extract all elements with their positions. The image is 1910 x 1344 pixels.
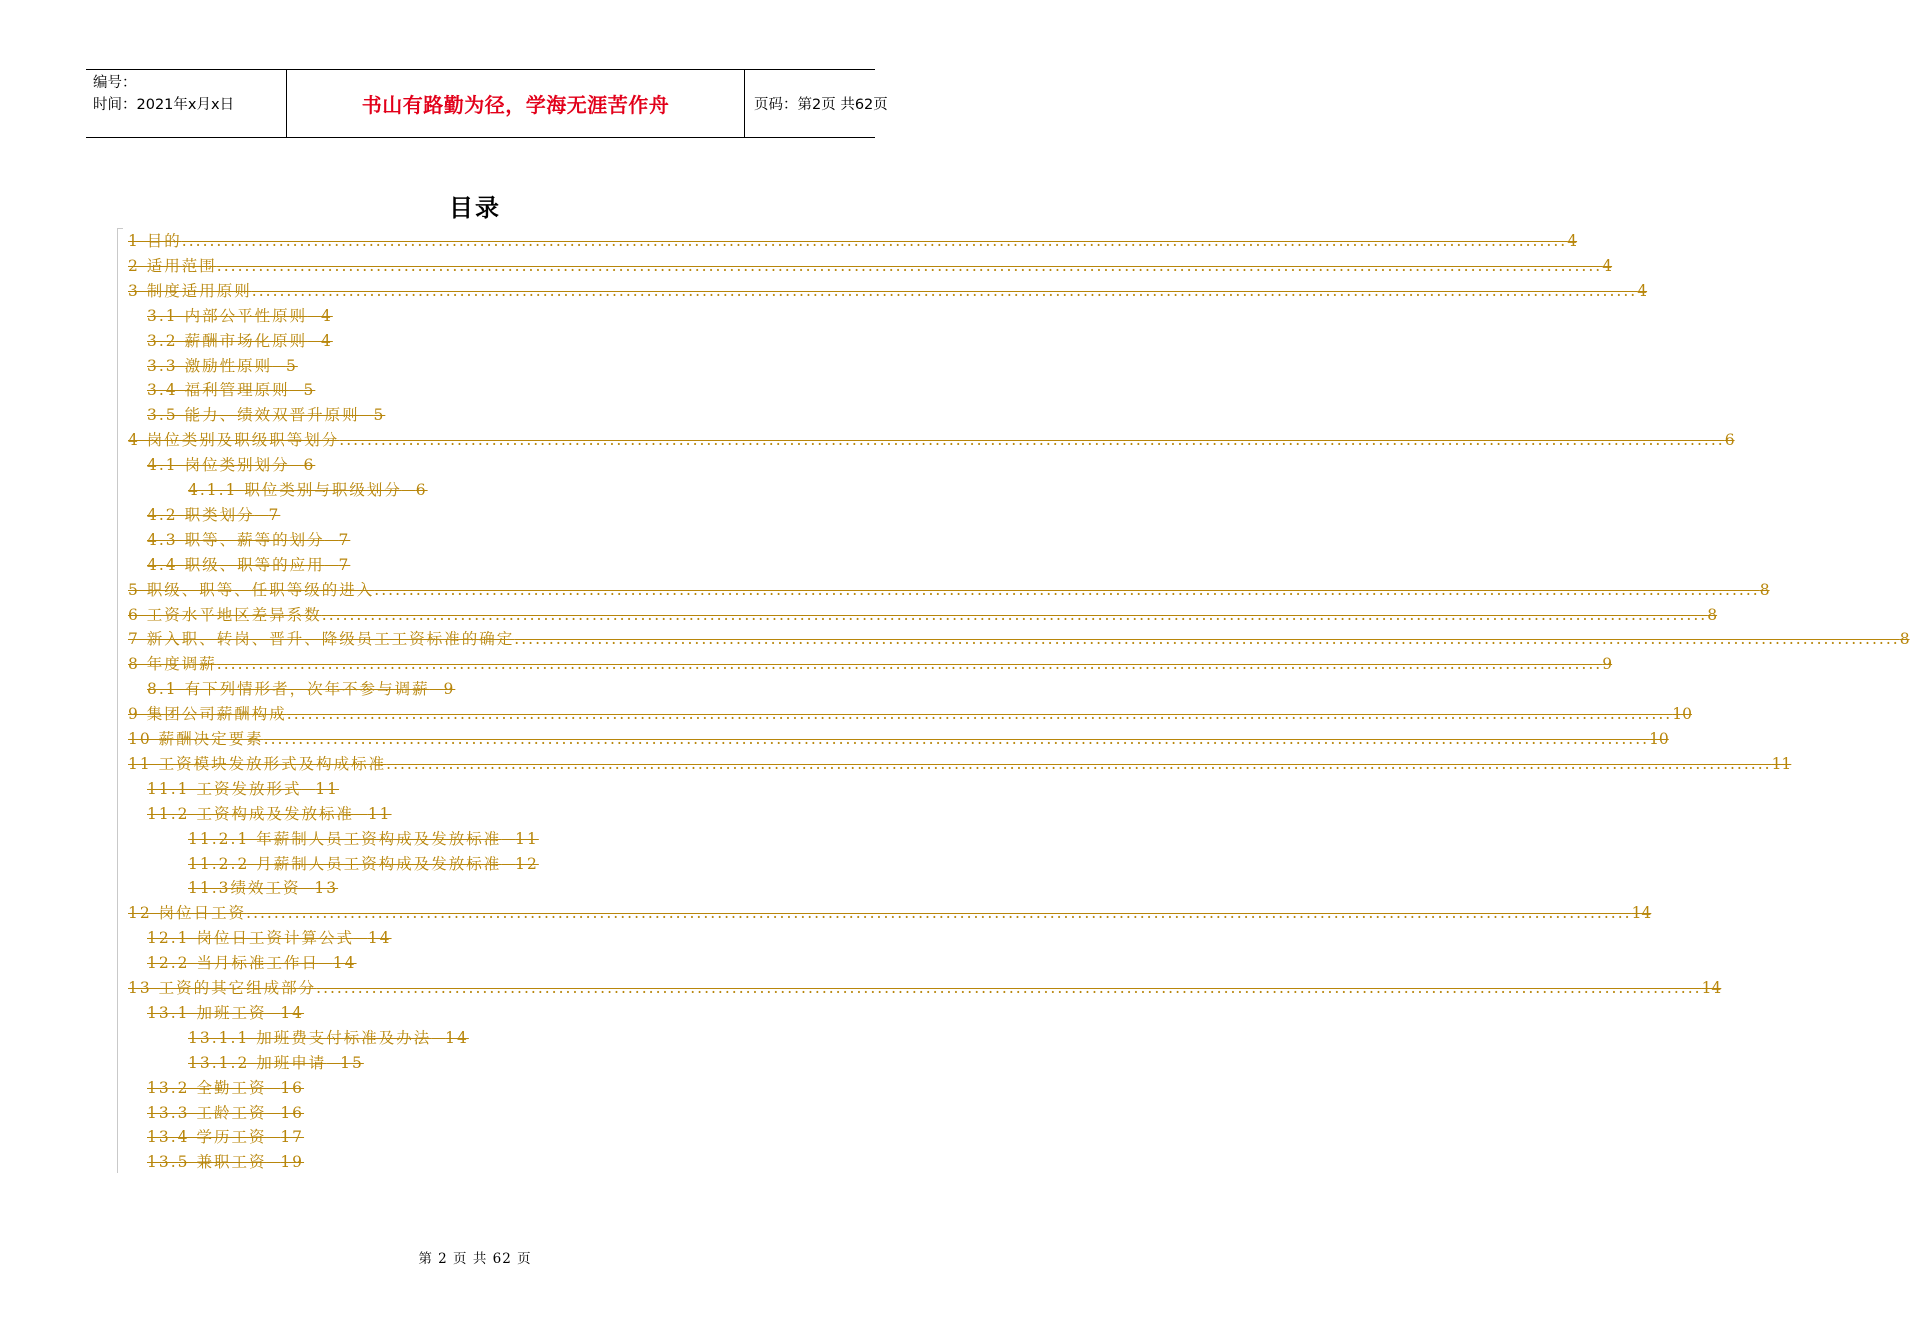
toc-entry-page: 14 — [367, 929, 392, 948]
toc-entry-gap — [430, 680, 444, 698]
toc-entry[interactable] — [128, 753, 1792, 775]
toc-entry-label: 11.1 工资发放形式 — [147, 779, 302, 798]
toc-entry[interactable] — [147, 504, 280, 526]
toc-entry-page: 7 — [338, 530, 351, 549]
toc-entry-page: 14 — [445, 1028, 469, 1047]
toc-entry[interactable] — [147, 404, 385, 426]
toc-entry-gap — [290, 381, 304, 399]
toc-entry[interactable] — [188, 828, 539, 850]
toc-entry-label: 11.2 工资构成及发放标准 — [147, 804, 354, 823]
toc-entry[interactable] — [147, 1126, 304, 1148]
toc-entry[interactable] — [128, 703, 1692, 725]
page-header — [86, 69, 888, 138]
toc-entry-page: 14 — [332, 954, 357, 973]
toc-leader-dots: ........................................................................................................................................................................................................ — [181, 232, 1568, 250]
toc-entry[interactable] — [147, 952, 357, 974]
toc-entry-page: 6 — [1724, 431, 1735, 450]
toc-entry[interactable] — [128, 653, 1613, 675]
toc-entry-gap — [266, 1004, 280, 1022]
toc-entry-label: 3.2 薪酬市场化原则 — [147, 331, 308, 350]
toc-entry-gap — [325, 531, 339, 549]
toc-entry[interactable] — [147, 529, 350, 551]
toc-entry-gap — [301, 879, 315, 897]
toc-entry[interactable] — [128, 579, 1770, 601]
toc-leader-dots: ........................................................................................................................................................................................................ — [321, 605, 1708, 624]
toc-entry-label: 3.1 内部公平性原则 — [147, 306, 308, 325]
toc-entry-page: 4 — [320, 306, 333, 325]
toc-leader-dots: ........................................................................................................................................................................................................ — [251, 281, 1638, 300]
toc-entry-label: 6 工资水平地区差异系数 — [128, 605, 322, 624]
toc-entry[interactable] — [128, 728, 1669, 750]
toc-entry[interactable] — [147, 678, 455, 700]
toc-leader-dots: ........................................................................................................................................................................................................ — [246, 904, 1632, 923]
toc-entry-page: 8 — [1759, 580, 1770, 599]
toc-entry-label: 13.1.1 加班费支付标准及办法 — [188, 1028, 432, 1047]
toc-entry[interactable] — [128, 628, 1910, 650]
toc-entry-page: 8 — [1707, 605, 1718, 624]
toc-entry-gap — [307, 307, 321, 325]
toc-entry-label: 13.2 全勤工资 — [147, 1078, 267, 1097]
toc-entry-label: 13.3 工龄工资 — [147, 1103, 267, 1122]
toc-entry-page: 10 — [1649, 730, 1669, 748]
toc-entry[interactable] — [147, 927, 392, 949]
toc-entry-label: 13.1.2 加班申请 — [188, 1053, 327, 1072]
toc-entry-label: 11.2.2 月薪制人员工资构成及发放标准 — [188, 854, 502, 873]
toc-entry-page: 6 — [415, 481, 428, 499]
toc-entry-label: 1 目的 — [128, 232, 182, 250]
toc-entry-gap — [319, 954, 333, 972]
toc-entry-page: 5 — [373, 406, 386, 425]
toc-entry-label: 10 薪酬决定要素 — [128, 730, 264, 748]
toc-entry-label: 4.2 职类划分 — [147, 505, 255, 524]
toc-entry-label: 3.5 能力、绩效双晋升原则 — [147, 406, 360, 425]
page-footer: 第 2 页 共 62 页 — [418, 1251, 532, 1267]
toc-entry[interactable] — [147, 379, 315, 401]
toc-entry-label: 11 工资模块发放形式及构成标准 — [128, 754, 387, 773]
toc-entry[interactable] — [128, 230, 1578, 252]
toc-leader-dots: ........................................................................................................................................................................................................ — [386, 754, 1772, 773]
toc-entry-page: 8 — [1899, 630, 1910, 649]
toc-entry-page: 11 — [315, 779, 340, 798]
toc-entry-page: 9 — [1602, 655, 1613, 674]
toc-entry-page: 13 — [314, 879, 339, 898]
toc-entry-gap — [354, 929, 368, 947]
toc-entry-gap — [501, 855, 515, 873]
toc-entry-label: 8 年度调薪 — [128, 655, 217, 674]
toc-entry-label: 11.2.1 年薪制人员工资构成及发放标准 — [188, 829, 502, 848]
toc-entry-page: 10 — [1672, 705, 1692, 724]
toc-entry[interactable] — [147, 1151, 304, 1173]
toc-entry-label: 13 工资的其它组成部分 — [128, 979, 317, 997]
toc-entry-label: 4.4 职级、职等的应用 — [147, 555, 325, 574]
toc-entry-label: 4.3 职等、薪等的划分 — [147, 530, 325, 549]
toc-entry[interactable] — [128, 977, 1722, 999]
toc-entry-page: 4 — [1602, 256, 1613, 275]
toc-entry-page: 17 — [280, 1128, 305, 1147]
toc-leader-dots: ........................................................................................................................................................................................................ — [263, 730, 1650, 748]
toc-entry-label: 12.1 岗位日工资计算公式 — [147, 929, 354, 948]
toc-entry-page: 7 — [268, 505, 281, 524]
toc-entry-label: 7 新入职、转岗、晋升、降级员工工资标准的确定 — [128, 630, 515, 649]
toc-entry-label: 3.3 激励性原则 — [147, 356, 273, 375]
header-meta-cell — [86, 70, 286, 137]
toc-entry-label: 2 适用范围 — [128, 256, 217, 275]
toc-entry-label: 3.4 福利管理原则 — [147, 381, 290, 400]
toc-leader-dots: ........................................................................................................................................................................................................ — [216, 655, 1603, 674]
toc-entry-gap — [431, 1029, 445, 1047]
toc-entry-label: 8.1 有下列情形者，次年不参与调薪 — [147, 680, 430, 699]
document-number-label: 编号： — [93, 75, 137, 91]
toc-entry-page: 5 — [285, 356, 298, 375]
toc-entry[interactable] — [147, 1002, 304, 1024]
toc-entry-label: 13.1 加班工资 — [147, 1003, 267, 1022]
toc-entry-page: 6 — [303, 456, 316, 475]
toc-entry-page: 5 — [303, 381, 316, 400]
toc-leader-dots: ........................................................................................................................................................................................................ — [216, 256, 1603, 275]
toc-entry-page: 11 — [367, 804, 392, 823]
toc-entry-page: 16 — [280, 1078, 305, 1097]
toc-entry[interactable] — [128, 255, 1613, 277]
toc-entry-label: 12 岗位日工资 — [128, 904, 247, 923]
toc-entry-label: 9 集团公司薪酬构成 — [128, 705, 287, 724]
toc-leader-dots: ........................................................................................................................................................................................................ — [286, 705, 1673, 724]
toc-entry-page: 11 — [1771, 754, 1792, 773]
toc-entry-label: 4 岗位类别及职级职等划分 — [128, 431, 340, 450]
toc-entry-gap — [325, 556, 339, 574]
toc-entry[interactable] — [188, 1052, 364, 1074]
toc-entry-page: 14 — [1631, 904, 1652, 923]
toc-entry-label: 12.2 当月标准工作日 — [147, 954, 319, 973]
toc-leader-dots: ........................................................................................................................................................................................................ — [316, 979, 1702, 997]
toc-entry[interactable] — [147, 1102, 304, 1124]
toc-entry-gap — [360, 406, 374, 424]
toc-entry-page: 11 — [515, 829, 539, 848]
toc-entry[interactable] — [188, 853, 539, 875]
toc-entry-gap — [326, 1054, 340, 1072]
toc-entry[interactable] — [128, 280, 1648, 302]
header-motto: 书山有路勤为径，学海无涯苦作舟 — [286, 70, 745, 137]
toc-entry-label: 3 制度适用原则 — [128, 281, 252, 300]
toc-entry-page: 4 — [1637, 281, 1648, 300]
toc-entry-gap — [307, 332, 321, 350]
toc-entry-label: 13.4 学历工资 — [147, 1128, 267, 1147]
toc-entry-page: 4 — [1567, 232, 1578, 250]
toc-entry[interactable] — [128, 429, 1735, 451]
toc-leader-dots: ........................................................................................................................................................................................................ — [514, 630, 1900, 649]
toc-entry-label: 11.3绩效工资 — [188, 879, 301, 898]
toc-entry-page: 19 — [280, 1153, 305, 1172]
toc-entry-gap — [266, 1153, 280, 1171]
toc-entry[interactable] — [147, 454, 315, 476]
toc-entry-gap — [402, 481, 416, 499]
toc-entry-page: 9 — [443, 680, 456, 699]
document-date-label: 时间：2021年x月x日 — [93, 97, 235, 113]
toc-leader-dots: ........................................................................................................................................................................................................ — [339, 431, 1725, 450]
toc-entry[interactable] — [147, 355, 298, 377]
toc-entry-page: 14 — [280, 1003, 305, 1022]
toc-entry[interactable] — [188, 877, 338, 899]
toc-entry[interactable] — [128, 604, 1718, 626]
header-page-info: 页码：第2页 共62页 — [754, 97, 888, 113]
toc-entry-gap — [354, 805, 368, 823]
toc-entry-gap — [272, 357, 286, 375]
toc-leader-dots: ........................................................................................................................................................................................................ — [374, 580, 1760, 599]
toc-entry-gap — [501, 830, 515, 848]
toc-entry[interactable] — [147, 1077, 304, 1099]
toc-frame-left — [117, 228, 118, 1173]
toc-entry[interactable] — [147, 305, 333, 327]
toc-entry-page: 15 — [340, 1053, 364, 1072]
toc-title: 目录 — [449, 194, 501, 222]
toc-entry-label: 13.5 兼职工资 — [147, 1153, 267, 1172]
toc-entry-gap — [266, 1079, 280, 1097]
toc-entry-page: 16 — [280, 1103, 305, 1122]
toc-entry-gap — [266, 1104, 280, 1122]
toc-entry-gap — [290, 456, 304, 474]
toc-entry-page: 4 — [320, 331, 333, 350]
toc-entry-gap — [255, 506, 269, 524]
toc-entry[interactable] — [128, 902, 1652, 924]
toc-entry[interactable] — [147, 330, 333, 352]
toc-entry-label: 4.1 岗位类别划分 — [147, 456, 290, 475]
toc-entry[interactable] — [147, 778, 339, 800]
toc-entry-gap — [301, 780, 315, 798]
toc-entry-gap — [266, 1128, 280, 1146]
toc-entry[interactable] — [147, 554, 350, 576]
toc-entry[interactable] — [147, 803, 392, 825]
toc-entry-page: 14 — [1701, 979, 1722, 997]
toc-entry-page: 12 — [515, 854, 539, 873]
toc-entry-label: 4.1.1 职位类别与职级划分 — [188, 481, 402, 499]
toc-entry[interactable] — [188, 1027, 469, 1049]
toc-entry[interactable] — [188, 479, 428, 501]
toc-entry-label: 5 职级、职等、任职等级的进入 — [128, 580, 375, 599]
toc-entry-page: 7 — [338, 555, 351, 574]
